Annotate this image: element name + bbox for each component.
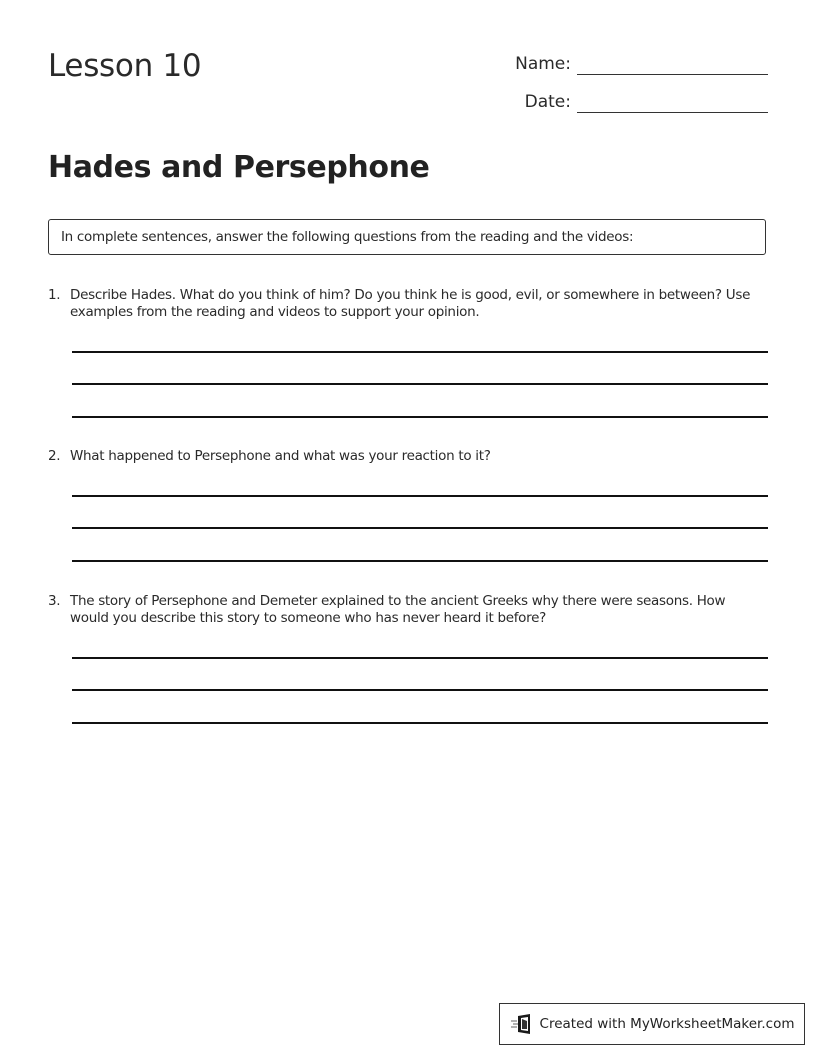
question-prompt: Describe Hades. What do you think of him? Do you think he is good, evil, or somewhere in between? Use examples from the reading and videos to support your opinion. — [70, 287, 751, 320]
answer-line[interactable] — [72, 351, 768, 353]
name-input-line[interactable] — [577, 52, 768, 75]
name-field-row — [501, 52, 768, 75]
answer-line[interactable] — [72, 527, 768, 529]
question-3 — [48, 593, 768, 627]
name-label: Name: — [515, 54, 571, 74]
question-text-row — [48, 287, 768, 321]
answer-line[interactable] — [72, 495, 768, 497]
answer-line[interactable] — [72, 689, 768, 691]
answer-line[interactable] — [72, 383, 768, 385]
question-text-row — [48, 593, 768, 627]
answer-line[interactable] — [72, 416, 768, 418]
worksheet-title: Hades and Persephone — [48, 150, 430, 185]
footer-text: Created with MyWorksheetMaker.com — [539, 1016, 795, 1032]
date-field-row — [501, 90, 768, 113]
worksheet-maker-logo-icon — [510, 1013, 534, 1035]
footer-badge[interactable] — [499, 1003, 805, 1045]
instructions-text: In complete sentences, answer the following questions from the reading and the videos: — [61, 229, 634, 245]
question-2 — [48, 448, 768, 465]
answer-line[interactable] — [72, 722, 768, 724]
date-input-line[interactable] — [577, 90, 768, 113]
lesson-title: Lesson 10 — [48, 48, 202, 84]
question-text-row — [48, 448, 768, 465]
answer-line[interactable] — [72, 657, 768, 659]
answer-line[interactable] — [72, 560, 768, 562]
question-1 — [48, 287, 768, 321]
date-label: Date: — [524, 92, 571, 112]
question-number: 1. — [48, 287, 61, 303]
instructions-box — [48, 219, 766, 255]
question-number: 2. — [48, 448, 61, 464]
question-prompt: What happened to Persephone and what was your reaction to it? — [70, 448, 491, 464]
question-prompt: The story of Persephone and Demeter explained to the ancient Greeks why there were seasons. How would you describe this story to someone who has never heard it before? — [70, 593, 726, 626]
question-number: 3. — [48, 593, 61, 609]
